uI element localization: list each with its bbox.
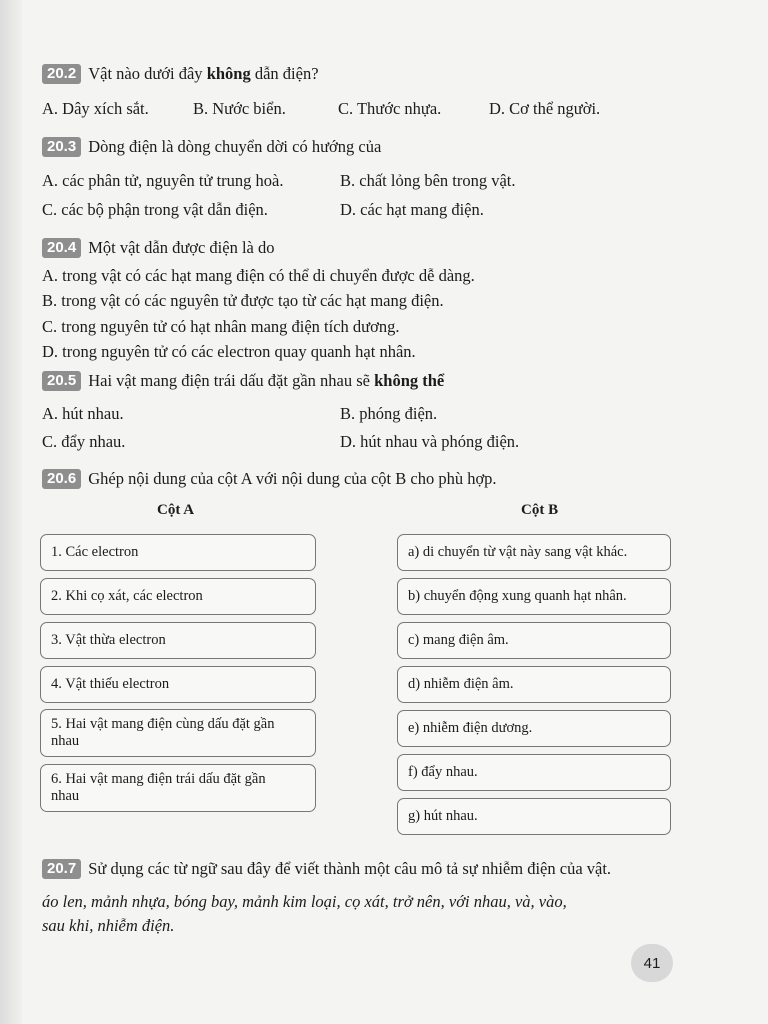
column-b-item-g: g) hút nhau.	[397, 798, 671, 835]
question-number-badge: 20.6	[42, 469, 81, 489]
column-a-item-6: 6. Hai vật mang điện trái dấu đặt gần nhau	[40, 764, 316, 812]
option-d: D. hút nhau và phóng điện.	[340, 432, 520, 451]
question-text: Hai vật mang điện trái dấu đặt gần nhau sẽ	[88, 371, 375, 390]
question-number-badge: 20.5	[42, 371, 81, 391]
question-20-5	[42, 371, 444, 391]
option-a: A. các phân tử, nguyên tử trung hoà.	[42, 171, 284, 190]
question-text: Ghép nội dung của cột A với nội dung của cột B cho phù hợp.	[88, 469, 497, 488]
option-c: C. Thước nhựa.	[338, 99, 442, 118]
question-number-badge: 20.3	[42, 137, 81, 157]
question-text: Dòng điện là dòng chuyển dời có hướng của	[88, 137, 382, 156]
option-d: D. các hạt mang điện.	[340, 200, 484, 219]
column-b-item-b: b) chuyển động xung quanh hạt nhân.	[397, 578, 671, 615]
question-text: Vật nào dưới đây	[88, 64, 207, 83]
option-a: A. hút nhau.	[42, 404, 124, 423]
option-a: A. Dây xích sắt.	[42, 99, 149, 118]
column-a-title: Cột A	[157, 502, 195, 518]
question-text: Sử dụng các từ ngữ sau đây để viết thành một câu mô tả sự nhiễm điện của vật.	[88, 859, 612, 878]
question-number-badge: 20.4	[42, 238, 81, 258]
question-20-2	[42, 64, 319, 84]
question-text-bold: không	[206, 64, 251, 83]
question-20-7	[42, 859, 611, 879]
column-a-item-1: 1. Các electron	[40, 534, 316, 571]
column-a-item-3: 3. Vật thừa electron	[40, 622, 316, 659]
question-20-4	[42, 238, 275, 258]
column-b-item-d: d) nhiễm điện âm.	[397, 666, 671, 703]
option-b: B. phóng điện.	[340, 404, 438, 423]
option-d: D. trong nguyên tử có các electron quay quanh hạt nhân.	[42, 342, 416, 361]
question-text-bold: không thể	[374, 371, 445, 390]
page-number: 41	[631, 944, 673, 982]
option-b: B. Nước biển.	[193, 99, 286, 118]
question-text: Một vật dẫn được điện là do	[88, 238, 275, 257]
question-20-3	[42, 137, 381, 157]
column-b-item-f: f) đẩy nhau.	[397, 754, 671, 791]
question-20-6	[42, 469, 497, 489]
column-b-item-e: e) nhiễm điện dương.	[397, 710, 671, 747]
option-c: C. đẩy nhau.	[42, 432, 126, 451]
question-text: dẫn điện?	[250, 64, 319, 83]
column-a-item-2: 2. Khi cọ xát, các electron	[40, 578, 316, 615]
option-b: B. chất lỏng bên trong vật.	[340, 171, 516, 190]
column-a-item-5: 5. Hai vật mang điện cùng dấu đặt gần nhau	[40, 709, 316, 757]
option-c: C. trong nguyên tử có hạt nhân mang điện tích dương.	[42, 317, 400, 336]
question-number-badge: 20.2	[42, 64, 81, 84]
option-a: A. trong vật có các hạt mang điện có thể di chuyển được dễ dàng.	[42, 266, 475, 285]
question-number-badge: 20.7	[42, 859, 81, 879]
option-c: C. các bộ phận trong vật dẫn điện.	[42, 200, 268, 219]
option-b: B. trong vật có các nguyên tử được tạo từ các hạt mang điện.	[42, 291, 444, 310]
word-list-line-2: sau khi, nhiễm điện.	[42, 916, 175, 935]
column-b-title: Cột B	[521, 502, 559, 518]
word-list-line-1: áo len, mảnh nhựa, bóng bay, mảnh kim loại, cọ xát, trở nên, với nhau, và, vào,	[42, 892, 567, 911]
column-a-item-4: 4. Vật thiếu electron	[40, 666, 316, 703]
page-edge-shadow	[0, 0, 22, 1024]
column-b-item-c: c) mang điện âm.	[397, 622, 671, 659]
column-b-item-a: a) di chuyển từ vật này sang vật khác.	[397, 534, 671, 571]
option-d: D. Cơ thể người.	[489, 99, 601, 118]
